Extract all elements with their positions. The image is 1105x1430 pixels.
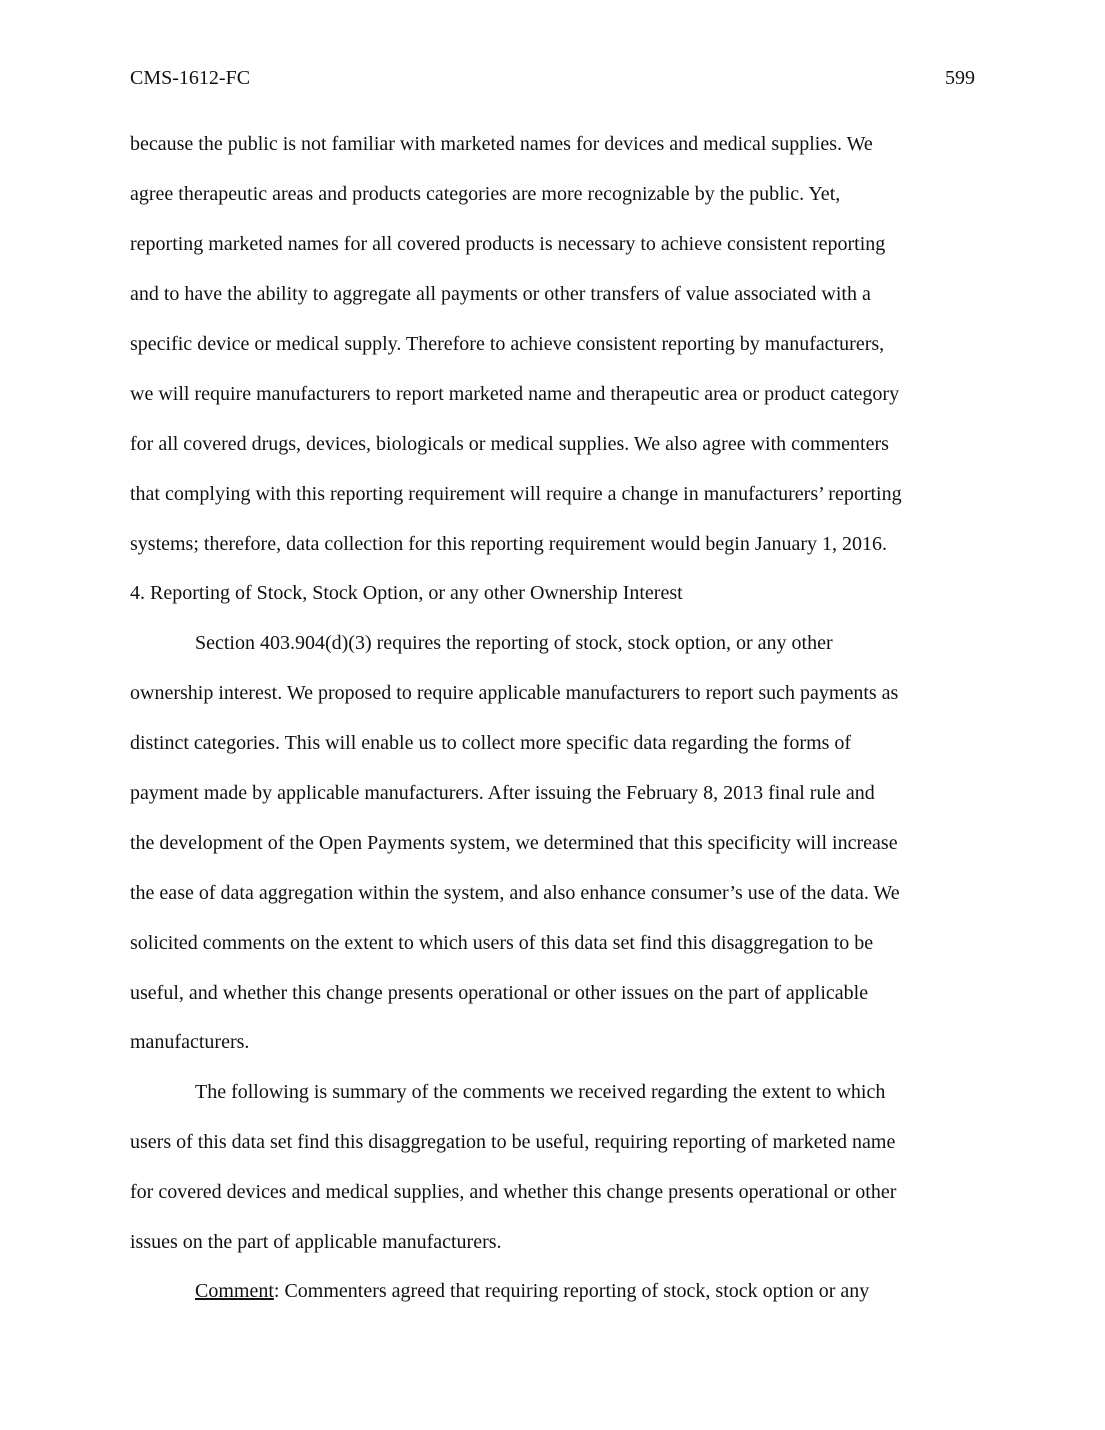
body-line: that complying with this reporting requirement will require a change in manufacturers’ reporting xyxy=(130,483,902,505)
body-line: The following is summary of the comments we received regarding the extent to which xyxy=(195,1081,886,1103)
body-line: payment made by applicable manufacturers. After issuing the February 8, 2013 final rule and xyxy=(130,782,875,804)
body-line: because the public is not familiar with marketed names for devices and medical supplies. We xyxy=(130,133,873,155)
body-line: Section 403.904(d)(3) requires the reporting of stock, stock option, or any other xyxy=(195,632,833,654)
body-line: users of this data set find this disaggregation to be useful, requiring reporting of marketed name xyxy=(130,1131,896,1153)
comment-label: Comment xyxy=(195,1280,274,1302)
body-line: issues on the part of applicable manufacturers. xyxy=(130,1231,502,1253)
body-line: manufacturers. xyxy=(130,1031,250,1053)
comment-text: : Commenters agreed that requiring reporting of stock, stock option or any xyxy=(273,1280,870,1302)
body-line: ownership interest. We proposed to require applicable manufacturers to report such payments as xyxy=(130,682,899,704)
body-line: specific device or medical supply. Therefore to achieve consistent reporting by manufacturers, xyxy=(130,333,885,355)
body-line: reporting marketed names for all covered products is necessary to achieve consistent reporting xyxy=(130,233,886,255)
body-line: distinct categories. This will enable us to collect more specific data regarding the forms of xyxy=(130,732,852,754)
section-heading: 4. Reporting of Stock, Stock Option, or any other Ownership Interest xyxy=(130,582,683,604)
body-line: for covered devices and medical supplies, and whether this change presents operational or other xyxy=(130,1181,897,1203)
page-number: 599 xyxy=(945,67,975,89)
body-line: we will require manufacturers to report marketed name and therapeutic area or product category xyxy=(130,383,900,405)
body-line: the development of the Open Payments system, we determined that this specificity will increase xyxy=(130,832,898,854)
document-id: CMS-1612-FC xyxy=(130,67,251,89)
comment-line xyxy=(195,1279,869,1303)
body-line: agree therapeutic areas and products categories are more recognizable by the public. Yet, xyxy=(130,183,841,205)
body-line: solicited comments on the extent to which users of this data set find this disaggregation to be xyxy=(130,932,874,954)
body-line: systems; therefore, data collection for this reporting requirement would begin January 1, 2016. xyxy=(130,533,888,555)
body-line: useful, and whether this change presents operational or other issues on the part of applicable xyxy=(130,982,869,1004)
body-line: for all covered drugs, devices, biologicals or medical supplies. We also agree with commenters xyxy=(130,433,889,455)
body-line: the ease of data aggregation within the system, and also enhance consumer’s use of the data. We xyxy=(130,882,900,904)
body-line: and to have the ability to aggregate all payments or other transfers of value associated with a xyxy=(130,283,871,305)
